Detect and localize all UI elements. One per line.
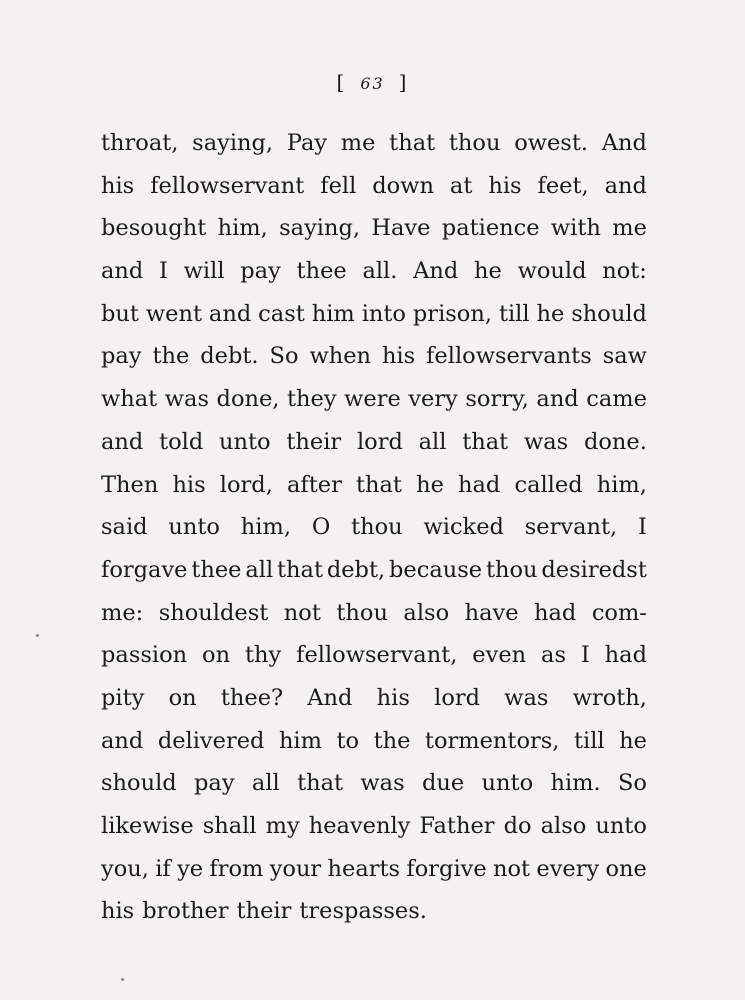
word: And [307, 684, 353, 711]
word: said [101, 514, 148, 541]
word: I [159, 258, 168, 285]
word: that [355, 471, 402, 498]
word: And [601, 130, 647, 156]
page-number-value: 63 [360, 74, 385, 93]
word: him [278, 727, 322, 754]
word: pay [194, 770, 235, 797]
text-line [101, 506, 647, 549]
word: pay [240, 258, 281, 285]
word: unto [595, 813, 647, 839]
word: unto [481, 770, 534, 797]
word: wroth, [572, 684, 647, 711]
word: cast [258, 300, 305, 327]
word: his [101, 898, 135, 925]
word: his [172, 471, 206, 498]
word: him, [217, 215, 268, 242]
word: all [418, 428, 447, 455]
word: when [309, 343, 371, 370]
word: heavenly [308, 813, 411, 839]
word: me [612, 215, 647, 242]
word: besought [101, 215, 207, 242]
word: had [604, 642, 647, 669]
word: and [101, 258, 144, 285]
word: very [408, 386, 458, 413]
word: thou [485, 556, 538, 583]
word: thy [244, 642, 282, 669]
word: lord [434, 684, 481, 711]
word: his [101, 172, 135, 199]
word: ye [177, 855, 204, 882]
word: thou [351, 514, 403, 541]
word: had [534, 599, 577, 626]
word: him [311, 300, 355, 327]
word: trespasses. [299, 898, 427, 925]
word: So [618, 770, 647, 797]
text-line [101, 805, 647, 848]
word: all [251, 770, 280, 797]
word: fellowservant [150, 172, 305, 199]
word: com- [591, 599, 647, 626]
word: he [474, 258, 502, 285]
word: and [101, 727, 144, 754]
body-text [101, 122, 647, 933]
word: would [517, 258, 587, 285]
word: had [458, 471, 501, 498]
word: all. [362, 258, 398, 285]
word: with [550, 215, 601, 242]
word: shouldest [158, 599, 269, 626]
word: patience [441, 215, 540, 242]
word: their [286, 428, 342, 455]
word: your [269, 855, 322, 882]
word: was [504, 684, 549, 711]
word: Have [371, 215, 431, 242]
paper-speck [36, 634, 39, 637]
text-line [101, 592, 647, 635]
word: him, [240, 514, 291, 541]
word: was [164, 386, 209, 413]
text-line [101, 165, 647, 208]
word: was [523, 428, 569, 455]
word: fell [320, 172, 357, 199]
word: O [311, 514, 331, 541]
word: not: [602, 258, 647, 285]
page-number-right-bracket: ] [398, 70, 409, 94]
word: till [573, 727, 605, 754]
word: because [389, 556, 483, 583]
text-line [101, 378, 647, 421]
text-line [101, 250, 647, 293]
text-line [101, 421, 647, 464]
text-line [101, 720, 647, 763]
word: went [145, 300, 202, 327]
word: likewise [101, 813, 194, 839]
word: owest. [514, 130, 589, 156]
word: should [101, 770, 177, 797]
word: me: [101, 599, 144, 626]
word: unto [168, 514, 220, 541]
word: came [586, 386, 647, 413]
word: pity [101, 684, 145, 711]
text-line [101, 677, 647, 720]
word: thou [336, 599, 388, 626]
word: told [159, 428, 204, 455]
word: that [277, 556, 323, 583]
word: delivered [157, 727, 265, 754]
word: unto [219, 428, 271, 455]
word: brother [142, 898, 229, 925]
word: the [152, 343, 190, 370]
word: after [286, 471, 342, 498]
word: thou [448, 130, 501, 156]
word: me [340, 130, 376, 156]
word: you, [101, 855, 149, 882]
word: So [269, 343, 299, 370]
word: forgave [101, 556, 188, 583]
word: and [101, 428, 144, 455]
word: one [605, 855, 647, 882]
word: every [536, 855, 600, 882]
word: on [168, 684, 197, 711]
word: his [488, 172, 522, 199]
page-number-left-bracket: [ [336, 70, 347, 94]
word: passion [101, 642, 188, 669]
text-line [101, 122, 647, 165]
text-line [101, 207, 647, 250]
word: and [208, 300, 252, 327]
word: to [336, 727, 360, 754]
word: their [236, 898, 292, 925]
word: him, [596, 471, 647, 498]
word: And [413, 258, 459, 285]
word: into [361, 300, 406, 327]
word: my [265, 813, 300, 839]
word: but [101, 300, 139, 327]
word: prison, [412, 300, 492, 327]
word: he [416, 471, 444, 498]
word: not [492, 855, 531, 882]
word: from [209, 855, 264, 882]
word: his [381, 343, 416, 370]
word: have [464, 599, 519, 626]
word: were [344, 386, 401, 413]
word: lord [356, 428, 403, 455]
text-line [101, 848, 647, 891]
word: shall [202, 813, 257, 839]
word: on [202, 642, 231, 669]
word: saying, [279, 215, 361, 242]
word: till [498, 300, 530, 327]
word: should [571, 300, 647, 327]
word: throat, [101, 130, 179, 156]
word: forgive [406, 855, 487, 882]
word: that [389, 130, 436, 156]
word: done, [216, 386, 280, 413]
word: Then [101, 471, 159, 498]
word: he [536, 300, 565, 327]
word: sorry, [465, 386, 529, 413]
word: if [155, 855, 171, 882]
word: called [514, 471, 583, 498]
word: wicked [423, 514, 504, 541]
text-line [101, 549, 647, 592]
word: the [373, 727, 411, 754]
word: fellowservants [426, 343, 592, 370]
text-line [101, 335, 647, 378]
text-line [101, 293, 647, 336]
word: I [638, 514, 647, 541]
word: desiredst [541, 556, 647, 583]
word: him. [550, 770, 601, 797]
word: was [360, 770, 405, 797]
word: and [604, 172, 647, 199]
word: saw [602, 343, 647, 370]
word: they [287, 386, 337, 413]
word: thee? [220, 684, 284, 711]
word: done. [583, 428, 647, 455]
word: and [536, 386, 579, 413]
word: his [376, 684, 410, 711]
word: what [101, 386, 158, 413]
word: Father [419, 813, 495, 839]
word: down [372, 172, 434, 199]
word: he [619, 727, 647, 754]
text-line [101, 634, 647, 677]
word: tormentors, [424, 727, 560, 754]
word: also [403, 599, 450, 626]
word: thee [296, 258, 347, 285]
word: due [421, 770, 465, 797]
paper-speck [121, 978, 124, 981]
word: lord, [219, 471, 273, 498]
word: saying, [192, 130, 274, 156]
page-number [0, 70, 745, 94]
word: hearts [327, 855, 401, 882]
text-line [101, 464, 647, 507]
word: as [541, 642, 566, 669]
word: debt, [326, 556, 386, 583]
text-line [101, 890, 647, 933]
word: all [245, 556, 274, 583]
word: will [183, 258, 225, 285]
word: do [503, 813, 532, 839]
word: servant, [524, 514, 618, 541]
word: that [297, 770, 344, 797]
text-line [101, 762, 647, 805]
word: at [449, 172, 473, 199]
word: not [283, 599, 321, 626]
word: pay [101, 343, 142, 370]
word: fellowservant, [296, 642, 458, 669]
word: I [580, 642, 590, 669]
word: Pay [286, 130, 328, 156]
word: also [540, 813, 587, 839]
word: even [472, 642, 527, 669]
word: feet, [537, 172, 589, 199]
word: that [462, 428, 509, 455]
word: debt. [200, 343, 259, 370]
word: thee [191, 556, 242, 583]
